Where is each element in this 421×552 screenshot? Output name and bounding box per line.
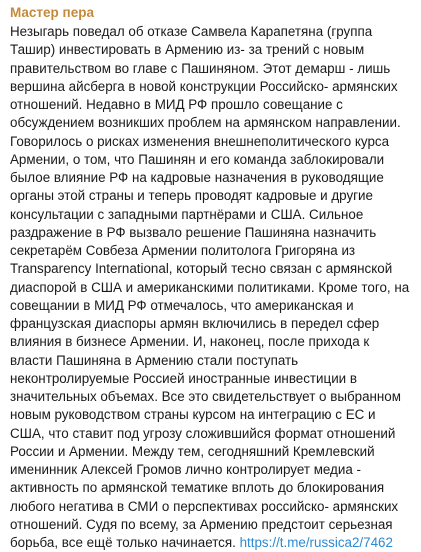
post-body: Незыгарь поведал об отказе Самвела Карапетяна (группа Ташир) инвестировать в Армению из- за трений с новым правительством во главе с Пашиняном. Этот демарш - лишь вершина айсберга в новой конструкции Российско- армянских отношений. Недавно в МИД РФ прошло совещание с обсуждением возникших проблем на армянском направлении. Говорилось о рисках изменения внешнеполитического курса Армении, о том, что Пашинян и его команда заблокировали былое влияние РФ на кадровые назначения в руководящие органы этой страны и теперь проводят кадровые и другие консультации с западными партнёрами и США. Сильное раздражение в РФ вызвало решение Пашиняна назначить секретарём Совбеза Армении политолога Григоряна из Transparency International, который тесно связан с армянской диаспорой в США и американскими политиками. Кроме того, на совещании в МИД РФ отмечалось, что американская и французская диаспоры армян включились в передел сфер влияния в бизнесе Армении. И, наконец, после прихода к власти Пашиняна в Армению стали поступать неконтролируемые Россией иностранные инвестиции в значительных объемах. Все это свидетельствует о выбранном новым руководством страны курсом на интеграцию с ЕС и США, что ставит под угрозу сложившийся формат отношений России и Армении. Между тем, сегодняшний Кремлевский именинник Алексей Громов лично контролирует медиа - активность по армянской тематике вплоть до блокирования любого негатива в СМИ о перспективах российско- армянских отношений. Судя по всему, за Армению предстоит серьезная борьба, все ещё только начинается.	[10, 24, 410, 550]
post-link[interactable]: https://t.me/russica2/7462	[239, 535, 393, 550]
post-text	[10, 23, 411, 552]
channel-name[interactable]: Мастер пера	[10, 5, 94, 20]
